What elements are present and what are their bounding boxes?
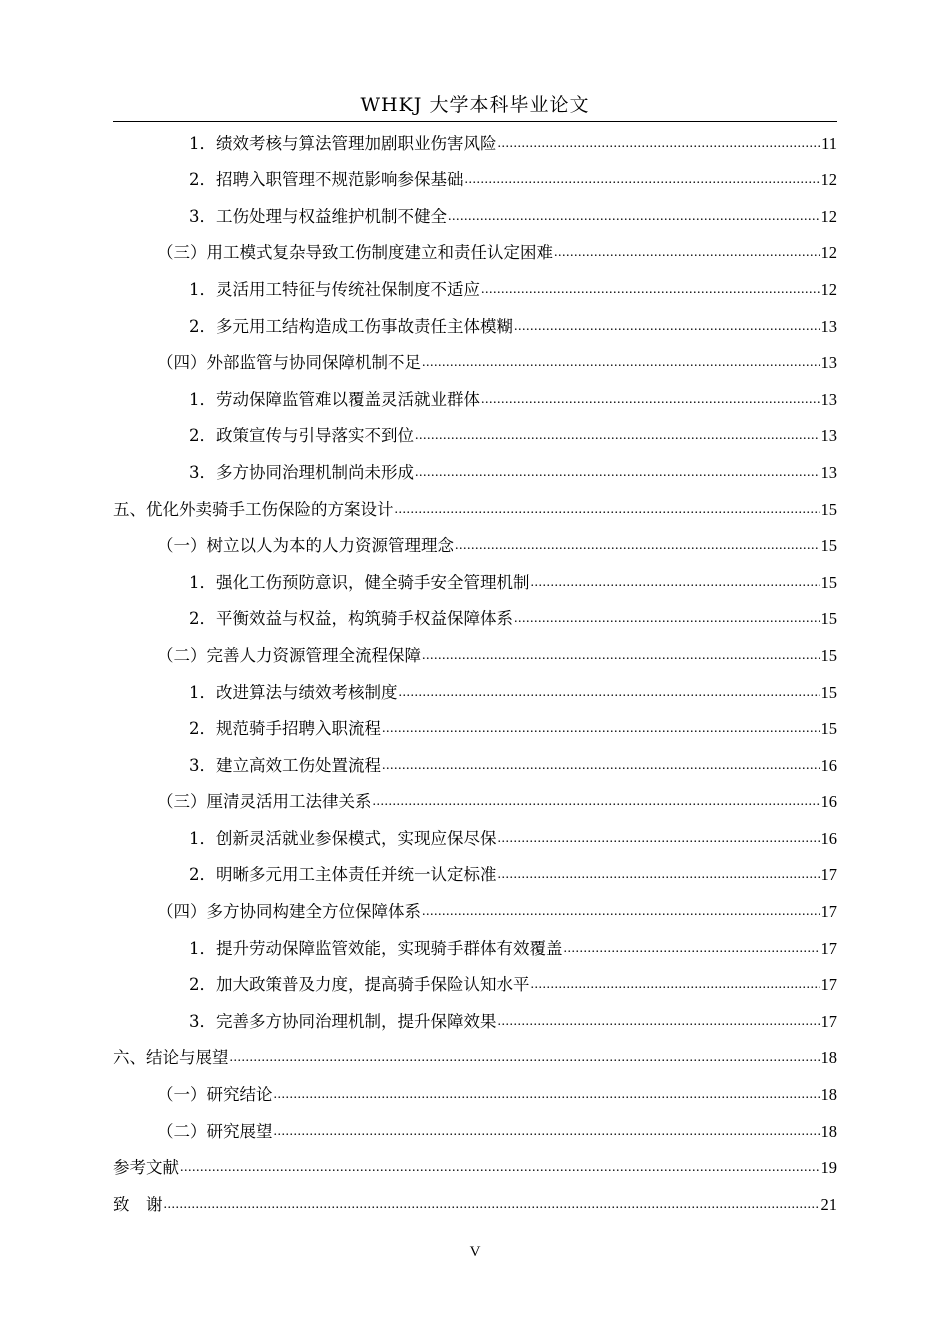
toc-entry-page: 21 bbox=[820, 1194, 837, 1214]
toc-entry-page: 15 bbox=[820, 609, 837, 629]
toc-entry[interactable] bbox=[113, 232, 837, 269]
table-of-contents bbox=[113, 122, 837, 1220]
toc-entry-page: 13 bbox=[820, 389, 837, 409]
page-number: V bbox=[469, 1244, 481, 1260]
toc-entry[interactable] bbox=[113, 488, 837, 525]
toc-entry[interactable] bbox=[113, 561, 837, 598]
toc-entry-title: 2．平衡效益与权益，构筑骑手权益保障体系 bbox=[189, 609, 513, 629]
toc-entry[interactable] bbox=[113, 854, 837, 891]
toc-entry[interactable] bbox=[113, 451, 837, 488]
toc-leader-dots bbox=[230, 1047, 820, 1069]
toc-entry-page: 17 bbox=[820, 975, 837, 995]
toc-entry-page: 16 bbox=[820, 755, 837, 775]
toc-leader-dots bbox=[531, 572, 820, 594]
toc-leader-dots bbox=[455, 535, 820, 557]
toc-entry-title: 2．政策宣传与引导落实不到位 bbox=[189, 426, 414, 446]
toc-entry-page: 17 bbox=[820, 1011, 837, 1031]
toc-entry[interactable] bbox=[113, 1183, 837, 1220]
toc-entry-title: （一）研究结论 bbox=[157, 1085, 273, 1105]
toc-leader-dots bbox=[554, 242, 820, 264]
toc-entry[interactable] bbox=[113, 671, 837, 708]
toc-entry-title: 1．绩效考核与算法管理加剧职业伤害风险 bbox=[189, 133, 497, 153]
toc-entry[interactable] bbox=[113, 744, 837, 781]
toc-leader-dots bbox=[399, 682, 820, 704]
toc-entry-title: 3．工伤处理与权益维护机制不健全 bbox=[189, 206, 447, 226]
toc-entry[interactable] bbox=[113, 964, 837, 1001]
toc-entry-page: 15 bbox=[820, 536, 837, 556]
toc-entry-page: 15 bbox=[820, 682, 837, 702]
toc-entry[interactable] bbox=[113, 927, 837, 964]
toc-entry-title: 2．多元用工结构造成工伤事故责任主体模糊 bbox=[189, 316, 513, 336]
toc-entry-page: 15 bbox=[820, 719, 837, 739]
toc-entry-title: 2．规范骑手招聘入职流程 bbox=[189, 719, 381, 739]
toc-entry-page: 11 bbox=[821, 133, 837, 153]
toc-entry-title: 1．灵活用工特征与传统社保制度不适应 bbox=[189, 279, 480, 299]
toc-leader-dots bbox=[498, 828, 820, 850]
toc-entry-title: 五、优化外卖骑手工伤保险的方案设计 bbox=[113, 499, 394, 519]
toc-leader-dots bbox=[481, 389, 820, 411]
toc-entry-page: 12 bbox=[820, 206, 837, 226]
toc-leader-dots bbox=[465, 169, 820, 191]
toc-entry[interactable] bbox=[113, 159, 837, 196]
toc-entry[interactable] bbox=[113, 1147, 837, 1184]
toc-leader-dots bbox=[422, 352, 820, 374]
toc-leader-dots bbox=[180, 1157, 820, 1179]
toc-entry[interactable] bbox=[113, 342, 837, 379]
toc-entry-page: 15 bbox=[820, 572, 837, 592]
toc-leader-dots bbox=[514, 608, 820, 630]
toc-entry-title: 致 谢 bbox=[113, 1194, 163, 1214]
toc-entry[interactable] bbox=[113, 1000, 837, 1037]
toc-entry-title: 1．提升劳动保障监管效能，实现骑手群体有效覆盖 bbox=[189, 938, 563, 958]
toc-entry-page: 17 bbox=[820, 865, 837, 885]
toc-leader-dots bbox=[498, 864, 820, 886]
toc-entry[interactable] bbox=[113, 122, 837, 159]
toc-entry-title: （二）完善人力资源管理全流程保障 bbox=[157, 645, 421, 665]
toc-entry[interactable] bbox=[113, 1037, 837, 1074]
toc-leader-dots bbox=[415, 462, 820, 484]
toc-entry[interactable] bbox=[113, 305, 837, 342]
toc-entry[interactable] bbox=[113, 708, 837, 745]
toc-entry[interactable] bbox=[113, 781, 837, 818]
toc-entry-page: 17 bbox=[820, 902, 837, 922]
toc-entry[interactable] bbox=[113, 634, 837, 671]
toc-entry-title: （三）用工模式复杂导致工伤制度建立和责任认定困难 bbox=[157, 243, 553, 263]
toc-entry[interactable] bbox=[113, 268, 837, 305]
toc-leader-dots bbox=[481, 279, 820, 301]
toc-entry-title: 参考文献 bbox=[113, 1158, 179, 1178]
toc-leader-dots bbox=[274, 1121, 820, 1143]
toc-entry[interactable] bbox=[113, 598, 837, 635]
toc-entry-page: 18 bbox=[820, 1121, 837, 1141]
toc-entry[interactable] bbox=[113, 890, 837, 927]
toc-entry-page: 16 bbox=[820, 828, 837, 848]
toc-entry[interactable] bbox=[113, 817, 837, 854]
toc-entry-page: 13 bbox=[820, 462, 837, 482]
toc-entry-page: 15 bbox=[820, 499, 837, 519]
toc-entry-page: 19 bbox=[820, 1158, 837, 1178]
toc-entry[interactable] bbox=[113, 1073, 837, 1110]
toc-entry-title: 1．劳动保障监管难以覆盖灵活就业群体 bbox=[189, 389, 480, 409]
toc-entry-page: 12 bbox=[820, 243, 837, 263]
toc-entry-title: 2．明晰多元用工主体责任并统一认定标准 bbox=[189, 865, 497, 885]
toc-entry-title: 六、结论与展望 bbox=[113, 1048, 229, 1068]
toc-entry-title: 1．强化工伤预防意识，健全骑手安全管理机制 bbox=[189, 572, 530, 592]
toc-entry-page: 18 bbox=[820, 1048, 837, 1068]
toc-leader-dots bbox=[164, 1194, 820, 1216]
toc-entry[interactable] bbox=[113, 415, 837, 452]
toc-entry-page: 16 bbox=[820, 792, 837, 812]
toc-leader-dots bbox=[382, 718, 820, 740]
toc-entry-page: 15 bbox=[820, 645, 837, 665]
toc-entry[interactable] bbox=[113, 378, 837, 415]
toc-entry-page: 13 bbox=[820, 316, 837, 336]
toc-leader-dots bbox=[422, 901, 820, 923]
toc-entry-page: 17 bbox=[820, 938, 837, 958]
toc-entry-title: （一）树立以人为本的人力资源管理理念 bbox=[157, 536, 454, 556]
toc-leader-dots bbox=[564, 938, 820, 960]
toc-leader-dots bbox=[373, 791, 820, 813]
toc-entry[interactable] bbox=[113, 1110, 837, 1147]
toc-entry-page: 13 bbox=[820, 353, 837, 373]
toc-leader-dots bbox=[415, 425, 820, 447]
toc-entry-title: 2．招聘入职管理不规范影响参保基础 bbox=[189, 170, 464, 190]
toc-entry-title: （四）多方协同构建全方位保障体系 bbox=[157, 902, 421, 922]
toc-leader-dots bbox=[498, 1011, 820, 1033]
toc-entry-title: 1．创新灵活就业参保模式，实现应保尽保 bbox=[189, 828, 497, 848]
toc-entry-title: 2．加大政策普及力度，提高骑手保险认知水平 bbox=[189, 975, 530, 995]
toc-leader-dots bbox=[274, 1084, 820, 1106]
toc-entry-page: 18 bbox=[820, 1085, 837, 1105]
toc-leader-dots bbox=[498, 133, 821, 155]
toc-leader-dots bbox=[422, 645, 820, 667]
toc-entry-page: 12 bbox=[820, 170, 837, 190]
toc-entry-title: （三）厘清灵活用工法律关系 bbox=[157, 792, 372, 812]
toc-entry-title: 3．完善多方协同治理机制，提升保障效果 bbox=[189, 1011, 497, 1031]
toc-entry-title: 1．改进算法与绩效考核制度 bbox=[189, 682, 398, 702]
toc-leader-dots bbox=[531, 974, 820, 996]
toc-entry-page: 12 bbox=[820, 279, 837, 299]
page-header-title: WHKJ 大学本科毕业论文 bbox=[360, 94, 590, 116]
toc-entry-title: 3．多方协同治理机制尚未形成 bbox=[189, 462, 414, 482]
toc-entry[interactable] bbox=[113, 525, 837, 562]
toc-entry-page: 13 bbox=[820, 426, 837, 446]
toc-entry[interactable] bbox=[113, 195, 837, 232]
toc-entry-title: （二）研究展望 bbox=[157, 1121, 273, 1141]
toc-leader-dots bbox=[382, 755, 820, 777]
toc-entry-title: （四）外部监管与协同保障机制不足 bbox=[157, 353, 421, 373]
toc-leader-dots bbox=[395, 499, 820, 521]
toc-entry-title: 3．建立高效工伤处置流程 bbox=[189, 755, 381, 775]
toc-leader-dots bbox=[448, 206, 820, 228]
toc-leader-dots bbox=[514, 316, 820, 338]
